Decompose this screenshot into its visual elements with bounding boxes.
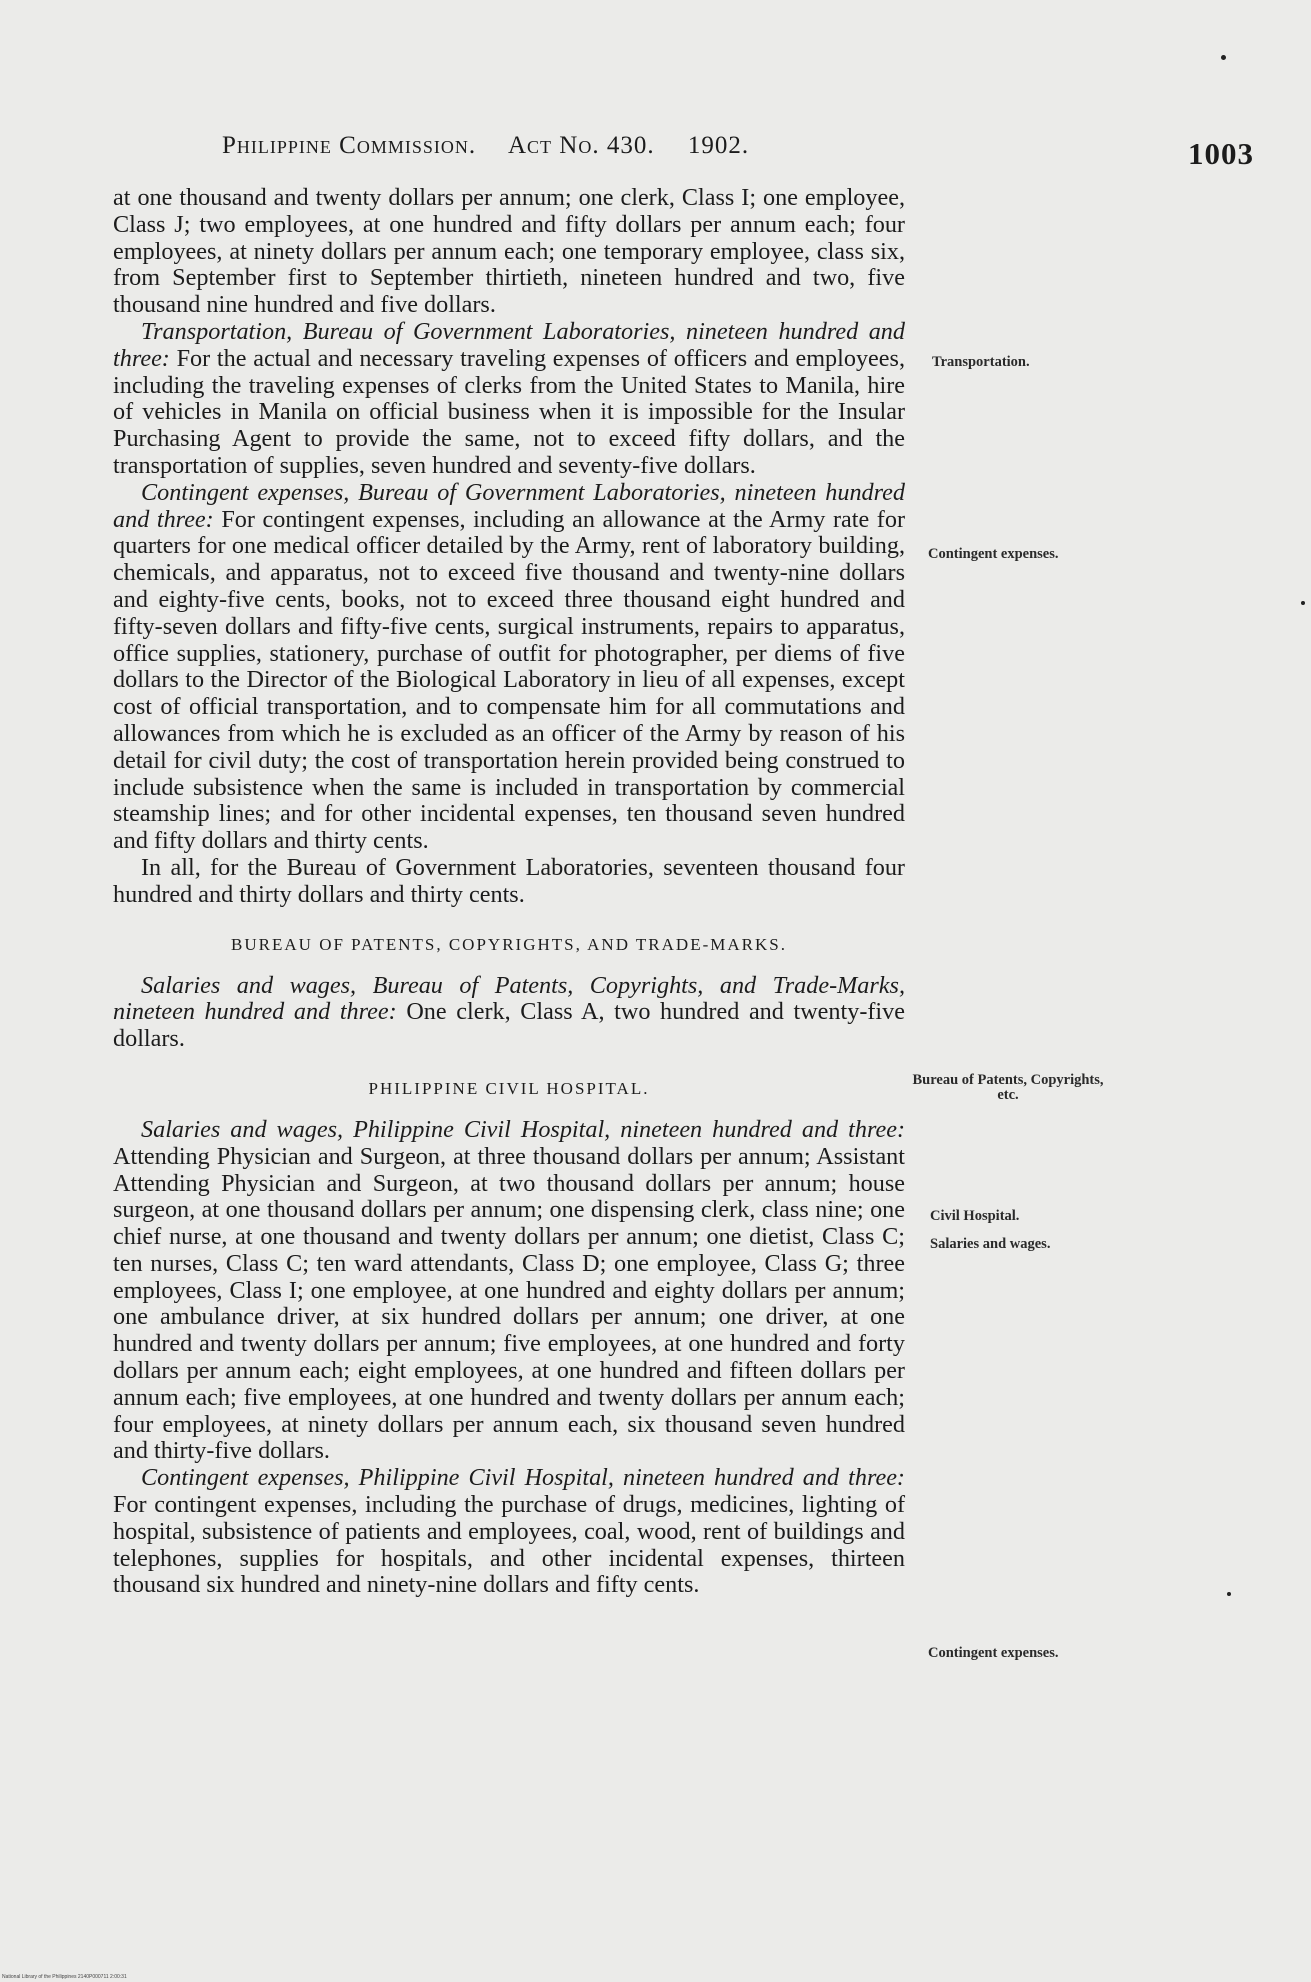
paragraph-italic-lead: Salaries and wages, Bureau of Patents, Copyrights, and Trade-Marks, nineteen hundred and three:: [113, 971, 905, 1026]
paragraph-hospital-salaries: [113, 1117, 905, 1465]
paragraph-continuation: [113, 185, 905, 319]
footer-scan-credit: National Library of the Philippines 2140P000711 2:00:31: [2, 1974, 127, 1980]
margin-note-salaries-and-wages: Salaries and wages.: [930, 1236, 1051, 1252]
header-title: Philippine Commission.: [222, 132, 477, 159]
scan-speck: [1301, 601, 1305, 605]
paragraph-text: For contingent expenses, including an allowance at the Army rate for quarters for one medical officer detailed by the Army, rent of laboratory building, chemicals, and apparatus, not to exceed five thousand and twenty-nine dollars and eighty-five cents, books, not to exceed three thousand eight hundred and fifty-seven dollars and fifty-five cents, surgical instruments, repairs to apparatus, office supplies, stationery, purchase of outfit for photographer, per diems of five dollars to the Director of the Biological Laboratory in lieu of all expenses, except cost of official transportation, and to compensate him for all commutations and allowances from which he is excluded as an officer of the Army by reason of his detail for civil duty; the cost of transportation herein provided being construed to include subsistence when the same is included in transportation by commercial steamship lines; and for other incidental expenses, ten thousand seven hundred and fifty dollars and thirty cents.: [113, 505, 906, 855]
margin-note-contingent-expenses-hospital: Contingent expenses.: [928, 1645, 1059, 1661]
paragraph-italic-lead: Contingent expenses, Bureau of Government Laboratories, nineteen hundred and three:: [113, 478, 905, 533]
paragraph-contingent-laboratories: [113, 480, 905, 855]
margin-note-contingent-expenses: Contingent expenses.: [928, 546, 1059, 562]
body-text: [113, 185, 905, 1599]
paragraph-text: For the actual and necessary traveling expenses of officers and employees, including the traveling expenses of clerks from the United States to Manila, hire of vehicles in Manila on official business when it is impossible for the Insular Purchasing Agent to provide the same, not to exceed fifty dollars, and the transportation of supplies, seven hundred and seventy-five dollars.: [113, 344, 905, 479]
section-heading-hospital: PHILIPPINE CIVIL HOSPITAL.: [368, 1078, 650, 1098]
page-header: [222, 132, 792, 160]
paragraph-text: at one thousand and twenty dollars per annum; one clerk, Class I; one employee, Class J; two employees, at one hundred and fifty dollars per annum each; four employees, at ninety dollars per annum each; one temporary employee, class six, from September first to September thirtieth, nineteen hundred and two, five thousand nine hundred and five dollars.: [113, 184, 905, 319]
paragraph-hospital-contingent: [113, 1465, 905, 1599]
paragraph-italic-lead: Salaries and wages, Philippine Civil Hospital, nineteen hundred and three:: [141, 1115, 905, 1143]
margin-note-transportation: Transportation.: [932, 354, 1030, 370]
margin-note-bureau-of-patents: Bureau of Patents, Copyrights, etc.: [912, 1072, 1104, 1103]
paragraph-italic-lead: Transportation, Bureau of Government Laboratories, nineteen hundred and three:: [113, 317, 905, 372]
page-number: 1003: [1188, 136, 1254, 171]
paragraph-text: Attending Physician and Surgeon, at three thousand dollars per annum; Assistant Attending Physician and Surgeon, at two thousand dollars per annum; house surgeon, at one thousand dollars per annum; one dispensing clerk, class nine; one chief nurse, at one thousand and twenty dollars per annum; one dietist, Class C; ten nurses, Class C; ten ward attendants, Class D; one employee, Class G; three employees, Class I; one employee, at one hundred and eighty dollars per annum; one ambulance driver, at six hundred dollars per annum; one driver, at one hundred and twenty dollars per annum; five employees, at one hundred and forty dollars per annum each; eight employees, at one hundred and fifteen dollars per annum each; five employees, at one hundred and twenty dollars per annum each; four employees, at ninety dollars per annum each, six thousand seven hundred and thirty-five dollars.: [113, 1142, 905, 1465]
paragraph-patents-salaries: [113, 973, 905, 1053]
paragraph-italic-lead: Contingent expenses, Philippine Civil Hospital, nineteen hundred and three:: [141, 1464, 905, 1492]
section-heading-patents: BUREAU OF PATENTS, COPYRIGHTS, AND TRADE-MARKS.: [231, 934, 787, 954]
header-year: 1902.: [687, 132, 750, 159]
paragraph-transportation: [113, 319, 905, 480]
paragraph-total-laboratories: [113, 855, 905, 909]
paragraph-text: In all, for the Bureau of Government Laboratories, seventeen thousand four hundred and thirty dollars and thirty cents.: [113, 853, 905, 908]
paragraph-text: For contingent expenses, including the purchase of drugs, medicines, lighting of hospital, subsistence of patients and employees, coal, wood, rent of buildings and telephones, supplies for hospitals, and other incidental expenses, thirteen thousand six hundred and ninety-nine dollars and fifty cents.: [113, 1491, 905, 1599]
header-act: Act No. 430.: [507, 132, 655, 159]
paragraph-text: One clerk, Class A, two hundred and twenty-five dollars.: [113, 998, 905, 1053]
margin-note-civil-hospital: Civil Hospital.: [930, 1208, 1020, 1224]
scan-speck: [1227, 1592, 1231, 1596]
scan-speck: [1221, 55, 1226, 60]
